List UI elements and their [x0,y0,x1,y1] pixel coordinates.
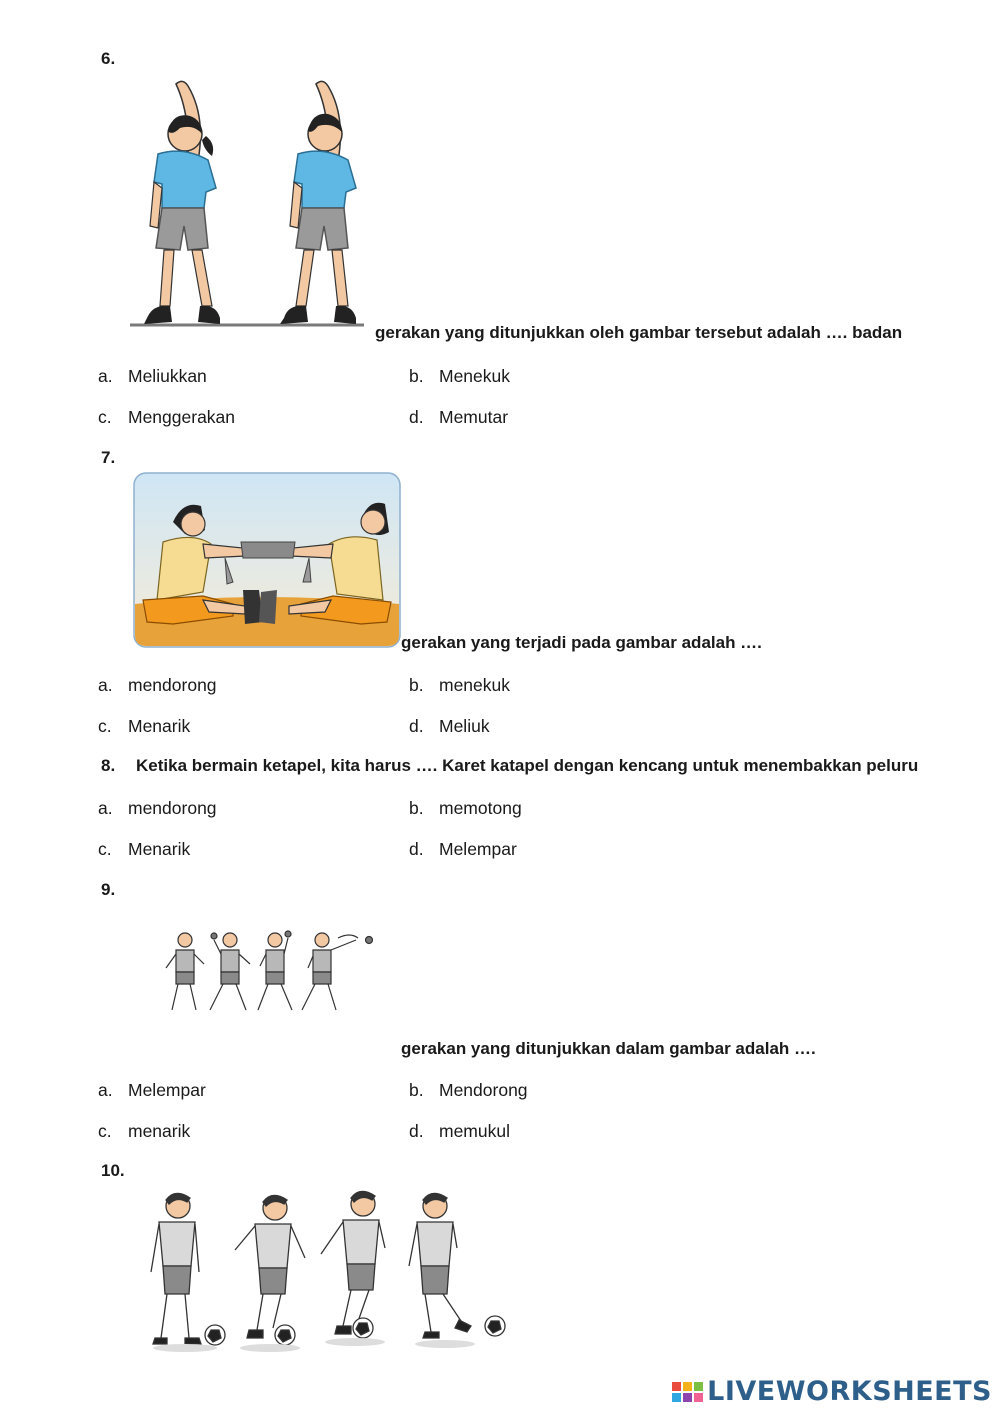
girl-side-bend-illustration [144,81,220,324]
option-text: Memutar [439,407,509,427]
option-letter: c. [98,839,112,859]
question-7-option-a[interactable] [98,675,217,696]
liveworksheets-logo[interactable] [672,1376,992,1407]
question-8-option-b[interactable] [409,798,522,819]
option-letter: b. [409,798,424,818]
question-7-option-d[interactable] [409,716,490,737]
question-8-number: 8. [101,756,116,775]
option-letter: b. [409,366,424,386]
option-text: menekuk [439,675,511,695]
option-letter: d. [409,839,424,859]
option-text: Melempar [439,839,517,859]
question-6-prompt: gerakan yang ditunjukkan oleh gambar tersebut adalah …. badan [375,323,903,342]
option-text: Menekuk [439,366,511,386]
option-letter: c. [98,407,112,427]
option-text: Melempar [128,1080,206,1100]
option-text: memotong [439,798,522,818]
question-7-option-b[interactable] [409,675,510,696]
question-9-number: 9. [101,880,116,899]
option-text: Menggerakan [128,407,236,427]
option-letter: a. [98,1080,113,1100]
liveworksheets-logo-text: LIVEWORKSHEETS [707,1376,992,1407]
question-8-prompt: Ketika bermain ketapel, kita harus …. Karet katapel dengan kencang untuk menembakkan peluru [136,756,919,775]
kicking-ball-sequence-illustration [151,1191,505,1352]
option-text: Menarik [128,716,191,736]
question-6-number: 6. [101,49,116,68]
option-letter: b. [409,1080,424,1100]
option-text: mendorong [128,675,217,695]
option-letter: d. [409,716,424,736]
question-6-option-c[interactable] [98,407,235,428]
question-8-option-c[interactable] [98,839,190,860]
question-6-option-b[interactable] [409,366,510,387]
option-text: Meliuk [439,716,490,736]
question-7-option-c[interactable] [98,716,190,737]
option-text: Menarik [128,839,191,859]
option-text: Mendorong [439,1080,528,1100]
question-8-option-a[interactable] [98,798,217,819]
option-letter: d. [409,1121,424,1141]
question-6-figure [128,76,368,336]
question-9-option-a[interactable] [98,1080,206,1101]
question-9-prompt: gerakan yang ditunjukkan dalam gambar adalah …. [401,1039,816,1058]
option-letter: d. [409,407,424,427]
option-text: memukul [439,1121,510,1141]
option-text: Meliukkan [128,366,207,386]
option-letter: c. [98,1121,112,1141]
question-9-option-c[interactable] [98,1121,190,1142]
question-6-option-d[interactable] [409,407,508,428]
option-letter: b. [409,675,424,695]
option-letter: a. [98,366,113,386]
option-letter: a. [98,675,113,695]
question-7-number: 7. [101,448,116,467]
question-7-prompt: gerakan yang terjadi pada gambar adalah …. [401,633,762,652]
question-9-option-d[interactable] [409,1121,510,1142]
question-9-figure [160,926,380,1018]
throwing-sequence-illustration [166,931,373,1010]
question-8-option-d[interactable] [409,839,517,860]
question-10-number: 10. [101,1161,125,1180]
option-text: mendorong [128,798,217,818]
option-text: menarik [128,1121,191,1141]
liveworksheets-logo-icon [672,1382,703,1402]
question-7-figure [133,472,401,648]
question-10-figure [145,1188,515,1358]
boy-side-bend-illustration [280,81,356,324]
question-6-option-a[interactable] [98,366,207,387]
option-letter: c. [98,716,112,736]
question-9-option-b[interactable] [409,1080,528,1101]
option-letter: a. [98,798,113,818]
